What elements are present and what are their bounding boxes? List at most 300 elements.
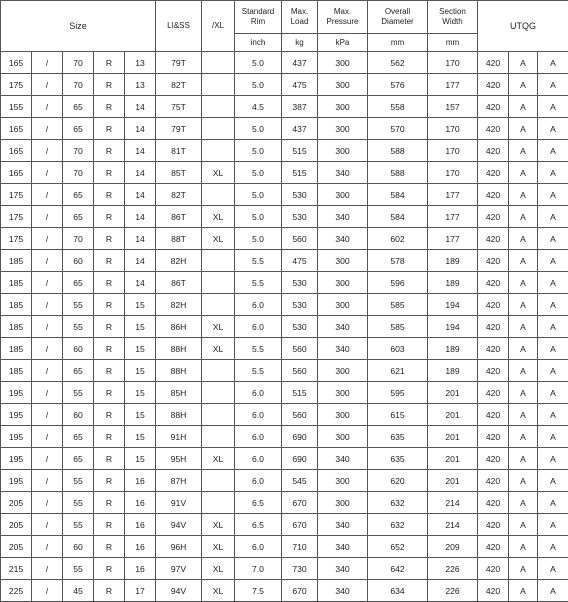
rim-diameter-cell: 14 xyxy=(125,272,156,294)
aspect-ratio-cell: 70 xyxy=(63,140,94,162)
treadwear-cell: 420 xyxy=(478,338,509,360)
max-pressure-cell: 340 xyxy=(318,316,368,338)
standard-rim-cell: 6.0 xyxy=(235,294,282,316)
section-width-cell: 209 xyxy=(428,536,478,558)
construction-cell: R xyxy=(94,558,125,580)
aspect-ratio-cell: 55 xyxy=(63,514,94,536)
xl-cell: XL xyxy=(202,338,235,360)
section-width-cell: 226 xyxy=(428,558,478,580)
section-width-cell: 214 xyxy=(428,492,478,514)
aspect-ratio-cell: 60 xyxy=(63,250,94,272)
max-pressure-cell: 340 xyxy=(318,514,368,536)
traction-cell: A xyxy=(509,250,538,272)
slash-cell: / xyxy=(32,272,63,294)
width-cell: 165 xyxy=(1,52,32,74)
section-width-cell: 170 xyxy=(428,52,478,74)
max-load-cell: 670 xyxy=(282,514,318,536)
standard-rim-cell: 6.5 xyxy=(235,492,282,514)
load-speed-index-cell: 81T xyxy=(156,140,202,162)
section-width-cell: 170 xyxy=(428,162,478,184)
table-row xyxy=(1,52,568,74)
xl-cell xyxy=(202,184,235,206)
max-load-cell: 515 xyxy=(282,382,318,404)
size-header: Size xyxy=(1,1,156,52)
width-cell: 175 xyxy=(1,184,32,206)
rim-diameter-cell: 14 xyxy=(125,250,156,272)
table-row xyxy=(1,74,568,96)
width-cell: 175 xyxy=(1,74,32,96)
standard-rim-cell: 7.5 xyxy=(235,580,282,602)
rim-diameter-cell: 14 xyxy=(125,228,156,250)
section-width-cell: 177 xyxy=(428,228,478,250)
standard-rim-cell: 5.0 xyxy=(235,118,282,140)
max-load-cell: 387 xyxy=(282,96,318,118)
table-row xyxy=(1,404,568,426)
traction-cell: A xyxy=(509,514,538,536)
load-speed-index-cell: 88H xyxy=(156,338,202,360)
width-cell: 205 xyxy=(1,514,32,536)
rim-unit: inch xyxy=(235,34,282,52)
aspect-ratio-cell: 65 xyxy=(63,272,94,294)
construction-cell: R xyxy=(94,338,125,360)
section-width-cell: 170 xyxy=(428,118,478,140)
table-row xyxy=(1,228,568,250)
header-line: Load xyxy=(282,17,317,27)
traction-cell: A xyxy=(509,140,538,162)
rim-diameter-cell: 14 xyxy=(125,140,156,162)
max-pressure-cell: 300 xyxy=(318,118,368,140)
slash-cell: / xyxy=(32,294,63,316)
overall-diameter-cell: 585 xyxy=(368,316,428,338)
max-pressure-cell: 300 xyxy=(318,360,368,382)
table-row xyxy=(1,382,568,404)
temperature-cell: A xyxy=(538,448,568,470)
max-pressure-cell: 300 xyxy=(318,250,368,272)
construction-cell: R xyxy=(94,580,125,602)
temperature-cell: A xyxy=(538,96,568,118)
width-cell: 195 xyxy=(1,382,32,404)
construction-cell: R xyxy=(94,448,125,470)
treadwear-cell: 420 xyxy=(478,514,509,536)
treadwear-cell: 420 xyxy=(478,272,509,294)
treadwear-cell: 420 xyxy=(478,404,509,426)
overall-diameter-cell: 558 xyxy=(368,96,428,118)
standard-rim-cell: 5.0 xyxy=(235,74,282,96)
overall-diameter-cell: 652 xyxy=(368,536,428,558)
aspect-ratio-cell: 70 xyxy=(63,52,94,74)
standard-rim-cell: 7.0 xyxy=(235,558,282,580)
load-speed-index-cell: 82H xyxy=(156,250,202,272)
construction-cell: R xyxy=(94,404,125,426)
construction-cell: R xyxy=(94,382,125,404)
max-load-cell: 530 xyxy=(282,272,318,294)
max-load-cell: 437 xyxy=(282,52,318,74)
slash-cell: / xyxy=(32,96,63,118)
slash-cell: / xyxy=(32,448,63,470)
max-pressure-cell: 340 xyxy=(318,580,368,602)
table-row xyxy=(1,316,568,338)
table-row xyxy=(1,140,568,162)
rim-diameter-cell: 16 xyxy=(125,470,156,492)
overall-diameter-cell: 632 xyxy=(368,492,428,514)
temperature-cell: A xyxy=(538,206,568,228)
temperature-cell: A xyxy=(538,580,568,602)
rim-diameter-cell: 14 xyxy=(125,162,156,184)
max-load-cell: 560 xyxy=(282,404,318,426)
load-speed-index-cell: 82T xyxy=(156,184,202,206)
traction-cell: A xyxy=(509,338,538,360)
traction-cell: A xyxy=(509,382,538,404)
slash-cell: / xyxy=(32,492,63,514)
standard-rim-cell: 6.0 xyxy=(235,536,282,558)
section-width-cell: 194 xyxy=(428,316,478,338)
standard-rim-cell: 5.5 xyxy=(235,338,282,360)
table-row xyxy=(1,514,568,536)
overall-diameter-cell: 585 xyxy=(368,294,428,316)
load-speed-index-cell: 75T xyxy=(156,96,202,118)
table-row xyxy=(1,96,568,118)
standard-rim-cell: 6.0 xyxy=(235,382,282,404)
xl-cell: XL xyxy=(202,206,235,228)
table-row xyxy=(1,250,568,272)
table-row xyxy=(1,272,568,294)
standard-rim-cell: 5.5 xyxy=(235,360,282,382)
width-cell: 155 xyxy=(1,96,32,118)
li-ss-header: LI&SS xyxy=(156,1,202,52)
aspect-ratio-cell: 60 xyxy=(63,536,94,558)
overall-diameter-cell: 620 xyxy=(368,470,428,492)
construction-cell: R xyxy=(94,272,125,294)
max-pressure-cell: 300 xyxy=(318,492,368,514)
slash-cell: / xyxy=(32,360,63,382)
temperature-cell: A xyxy=(538,558,568,580)
load-speed-index-cell: 86T xyxy=(156,272,202,294)
traction-cell: A xyxy=(509,96,538,118)
standard-rim-cell: 5.0 xyxy=(235,140,282,162)
max-load-cell: 530 xyxy=(282,206,318,228)
section-width-cell: 201 xyxy=(428,448,478,470)
rim-diameter-cell: 14 xyxy=(125,96,156,118)
treadwear-cell: 420 xyxy=(478,118,509,140)
xl-cell xyxy=(202,360,235,382)
temperature-cell: A xyxy=(538,492,568,514)
max-pressure-cell: 340 xyxy=(318,228,368,250)
load-speed-index-cell: 97V xyxy=(156,558,202,580)
section-width-cell: 201 xyxy=(428,404,478,426)
slash-cell: / xyxy=(32,250,63,272)
aspect-ratio-cell: 55 xyxy=(63,558,94,580)
slash-cell: / xyxy=(32,162,63,184)
traction-cell: A xyxy=(509,206,538,228)
traction-cell: A xyxy=(509,580,538,602)
width-cell: 185 xyxy=(1,272,32,294)
construction-cell: R xyxy=(94,316,125,338)
max-pressure-cell: 300 xyxy=(318,140,368,162)
aspect-ratio-cell: 65 xyxy=(63,96,94,118)
slash-cell: / xyxy=(32,558,63,580)
treadwear-cell: 420 xyxy=(478,250,509,272)
overall-diameter-header xyxy=(368,1,428,34)
max-load-cell: 530 xyxy=(282,316,318,338)
treadwear-cell: 420 xyxy=(478,426,509,448)
slash-cell: / xyxy=(32,118,63,140)
width-cell: 215 xyxy=(1,558,32,580)
load-speed-index-cell: 85T xyxy=(156,162,202,184)
temperature-cell: A xyxy=(538,228,568,250)
standard-rim-cell: 6.0 xyxy=(235,448,282,470)
temperature-cell: A xyxy=(538,184,568,206)
construction-cell: R xyxy=(94,162,125,184)
construction-cell: R xyxy=(94,492,125,514)
temperature-cell: A xyxy=(538,52,568,74)
construction-cell: R xyxy=(94,206,125,228)
aspect-ratio-cell: 55 xyxy=(63,316,94,338)
rim-diameter-cell: 15 xyxy=(125,404,156,426)
treadwear-cell: 420 xyxy=(478,492,509,514)
section-width-cell: 189 xyxy=(428,250,478,272)
temperature-cell: A xyxy=(538,118,568,140)
slash-cell: / xyxy=(32,228,63,250)
table-row xyxy=(1,294,568,316)
traction-cell: A xyxy=(509,118,538,140)
construction-cell: R xyxy=(94,294,125,316)
overall-diameter-cell: 642 xyxy=(368,558,428,580)
aspect-ratio-cell: 65 xyxy=(63,426,94,448)
temperature-cell: A xyxy=(538,140,568,162)
table-header xyxy=(1,1,568,52)
treadwear-cell: 420 xyxy=(478,162,509,184)
xl-cell xyxy=(202,492,235,514)
header-line: Rim xyxy=(235,17,281,27)
load-speed-index-cell: 96H xyxy=(156,536,202,558)
standard-rim-cell: 6.5 xyxy=(235,514,282,536)
slash-cell: / xyxy=(32,184,63,206)
table-row xyxy=(1,580,568,602)
load-speed-index-cell: 88H xyxy=(156,404,202,426)
aspect-ratio-cell: 55 xyxy=(63,294,94,316)
overall-diameter-cell: 635 xyxy=(368,426,428,448)
treadwear-cell: 420 xyxy=(478,360,509,382)
width-unit: mm xyxy=(428,34,478,52)
construction-cell: R xyxy=(94,184,125,206)
max-pressure-cell: 340 xyxy=(318,338,368,360)
section-width-cell: 189 xyxy=(428,272,478,294)
temperature-cell: A xyxy=(538,272,568,294)
standard-rim-header xyxy=(235,1,282,34)
treadwear-cell: 420 xyxy=(478,140,509,162)
slash-cell: / xyxy=(32,514,63,536)
overall-diameter-cell: 584 xyxy=(368,184,428,206)
max-load-cell: 530 xyxy=(282,184,318,206)
temperature-cell: A xyxy=(538,360,568,382)
treadwear-cell: 420 xyxy=(478,316,509,338)
width-cell: 185 xyxy=(1,316,32,338)
xl-cell xyxy=(202,382,235,404)
treadwear-cell: 420 xyxy=(478,74,509,96)
xl-cell xyxy=(202,140,235,162)
xl-cell: XL xyxy=(202,558,235,580)
max-load-cell: 515 xyxy=(282,140,318,162)
xl-cell xyxy=(202,272,235,294)
section-width-header xyxy=(428,1,478,34)
aspect-ratio-cell: 65 xyxy=(63,360,94,382)
section-width-cell: 189 xyxy=(428,338,478,360)
traction-cell: A xyxy=(509,448,538,470)
xl-cell xyxy=(202,294,235,316)
construction-cell: R xyxy=(94,360,125,382)
header-line: Max. xyxy=(318,7,367,17)
traction-cell: A xyxy=(509,294,538,316)
standard-rim-cell: 5.0 xyxy=(235,162,282,184)
overall-diameter-cell: 588 xyxy=(368,140,428,162)
table-row xyxy=(1,536,568,558)
load-speed-index-cell: 88T xyxy=(156,228,202,250)
overall-diameter-cell: 588 xyxy=(368,162,428,184)
max-load-cell: 690 xyxy=(282,448,318,470)
temperature-cell: A xyxy=(538,316,568,338)
header-line: Section xyxy=(428,7,477,17)
width-cell: 165 xyxy=(1,118,32,140)
treadwear-cell: 420 xyxy=(478,206,509,228)
max-load-cell: 530 xyxy=(282,294,318,316)
overall-diameter-cell: 596 xyxy=(368,272,428,294)
traction-cell: A xyxy=(509,272,538,294)
construction-cell: R xyxy=(94,250,125,272)
slash-cell: / xyxy=(32,382,63,404)
treadwear-cell: 420 xyxy=(478,294,509,316)
width-cell: 205 xyxy=(1,536,32,558)
table-row xyxy=(1,426,568,448)
construction-cell: R xyxy=(94,52,125,74)
table-row xyxy=(1,184,568,206)
max-load-cell: 710 xyxy=(282,536,318,558)
rim-diameter-cell: 15 xyxy=(125,294,156,316)
standard-rim-cell: 5.0 xyxy=(235,52,282,74)
width-cell: 225 xyxy=(1,580,32,602)
max-load-cell: 560 xyxy=(282,228,318,250)
xl-cell xyxy=(202,96,235,118)
rim-diameter-cell: 15 xyxy=(125,360,156,382)
aspect-ratio-cell: 55 xyxy=(63,470,94,492)
slash-cell: / xyxy=(32,536,63,558)
max-load-cell: 560 xyxy=(282,338,318,360)
section-width-cell: 177 xyxy=(428,74,478,96)
width-cell: 185 xyxy=(1,250,32,272)
section-width-cell: 201 xyxy=(428,470,478,492)
aspect-ratio-cell: 65 xyxy=(63,184,94,206)
treadwear-cell: 420 xyxy=(478,52,509,74)
width-cell: 185 xyxy=(1,338,32,360)
construction-cell: R xyxy=(94,536,125,558)
section-width-cell: 177 xyxy=(428,206,478,228)
aspect-ratio-cell: 70 xyxy=(63,74,94,96)
width-cell: 165 xyxy=(1,140,32,162)
slash-cell: / xyxy=(32,74,63,96)
standard-rim-cell: 5.0 xyxy=(235,228,282,250)
xl-header: /XL xyxy=(202,1,235,52)
max-pressure-cell: 300 xyxy=(318,470,368,492)
max-pressure-cell: 340 xyxy=(318,162,368,184)
header-line: Standard xyxy=(235,7,281,17)
load-speed-index-cell: 82T xyxy=(156,74,202,96)
overall-diameter-cell: 621 xyxy=(368,360,428,382)
traction-cell: A xyxy=(509,558,538,580)
slash-cell: / xyxy=(32,404,63,426)
pressure-unit: kPa xyxy=(318,34,368,52)
temperature-cell: A xyxy=(538,74,568,96)
load-speed-index-cell: 95H xyxy=(156,448,202,470)
section-width-cell: 214 xyxy=(428,514,478,536)
width-cell: 175 xyxy=(1,228,32,250)
max-load-cell: 545 xyxy=(282,470,318,492)
xl-cell xyxy=(202,118,235,140)
load-speed-index-cell: 82H xyxy=(156,294,202,316)
temperature-cell: A xyxy=(538,536,568,558)
rim-diameter-cell: 16 xyxy=(125,492,156,514)
max-pressure-cell: 300 xyxy=(318,382,368,404)
temperature-cell: A xyxy=(538,470,568,492)
max-pressure-cell: 300 xyxy=(318,52,368,74)
aspect-ratio-cell: 60 xyxy=(63,338,94,360)
slash-cell: / xyxy=(32,470,63,492)
max-load-cell: 690 xyxy=(282,426,318,448)
treadwear-cell: 420 xyxy=(478,448,509,470)
section-width-cell: 201 xyxy=(428,426,478,448)
temperature-cell: A xyxy=(538,382,568,404)
max-load-cell: 437 xyxy=(282,118,318,140)
rim-diameter-cell: 15 xyxy=(125,426,156,448)
max-pressure-header xyxy=(318,1,368,34)
treadwear-cell: 420 xyxy=(478,184,509,206)
max-pressure-cell: 300 xyxy=(318,184,368,206)
overall-diameter-cell: 562 xyxy=(368,52,428,74)
table-row xyxy=(1,470,568,492)
construction-cell: R xyxy=(94,74,125,96)
aspect-ratio-cell: 45 xyxy=(63,580,94,602)
temperature-cell: A xyxy=(538,162,568,184)
xl-cell: XL xyxy=(202,316,235,338)
treadwear-cell: 420 xyxy=(478,536,509,558)
overall-diameter-cell: 615 xyxy=(368,404,428,426)
standard-rim-cell: 6.0 xyxy=(235,426,282,448)
section-width-cell: 201 xyxy=(428,382,478,404)
traction-cell: A xyxy=(509,162,538,184)
temperature-cell: A xyxy=(538,250,568,272)
xl-cell: XL xyxy=(202,162,235,184)
width-cell: 195 xyxy=(1,470,32,492)
overall-diameter-cell: 578 xyxy=(368,250,428,272)
max-pressure-cell: 340 xyxy=(318,448,368,470)
standard-rim-cell: 5.0 xyxy=(235,206,282,228)
overall-diameter-cell: 635 xyxy=(368,448,428,470)
overall-diameter-cell: 584 xyxy=(368,206,428,228)
max-load-cell: 475 xyxy=(282,250,318,272)
xl-cell: XL xyxy=(202,536,235,558)
treadwear-cell: 420 xyxy=(478,470,509,492)
construction-cell: R xyxy=(94,140,125,162)
table-row xyxy=(1,448,568,470)
traction-cell: A xyxy=(509,426,538,448)
width-cell: 195 xyxy=(1,448,32,470)
max-load-cell: 670 xyxy=(282,492,318,514)
standard-rim-cell: 4.5 xyxy=(235,96,282,118)
aspect-ratio-cell: 70 xyxy=(63,228,94,250)
temperature-cell: A xyxy=(538,294,568,316)
treadwear-cell: 420 xyxy=(478,558,509,580)
table-row xyxy=(1,360,568,382)
traction-cell: A xyxy=(509,404,538,426)
load-speed-index-cell: 91H xyxy=(156,426,202,448)
